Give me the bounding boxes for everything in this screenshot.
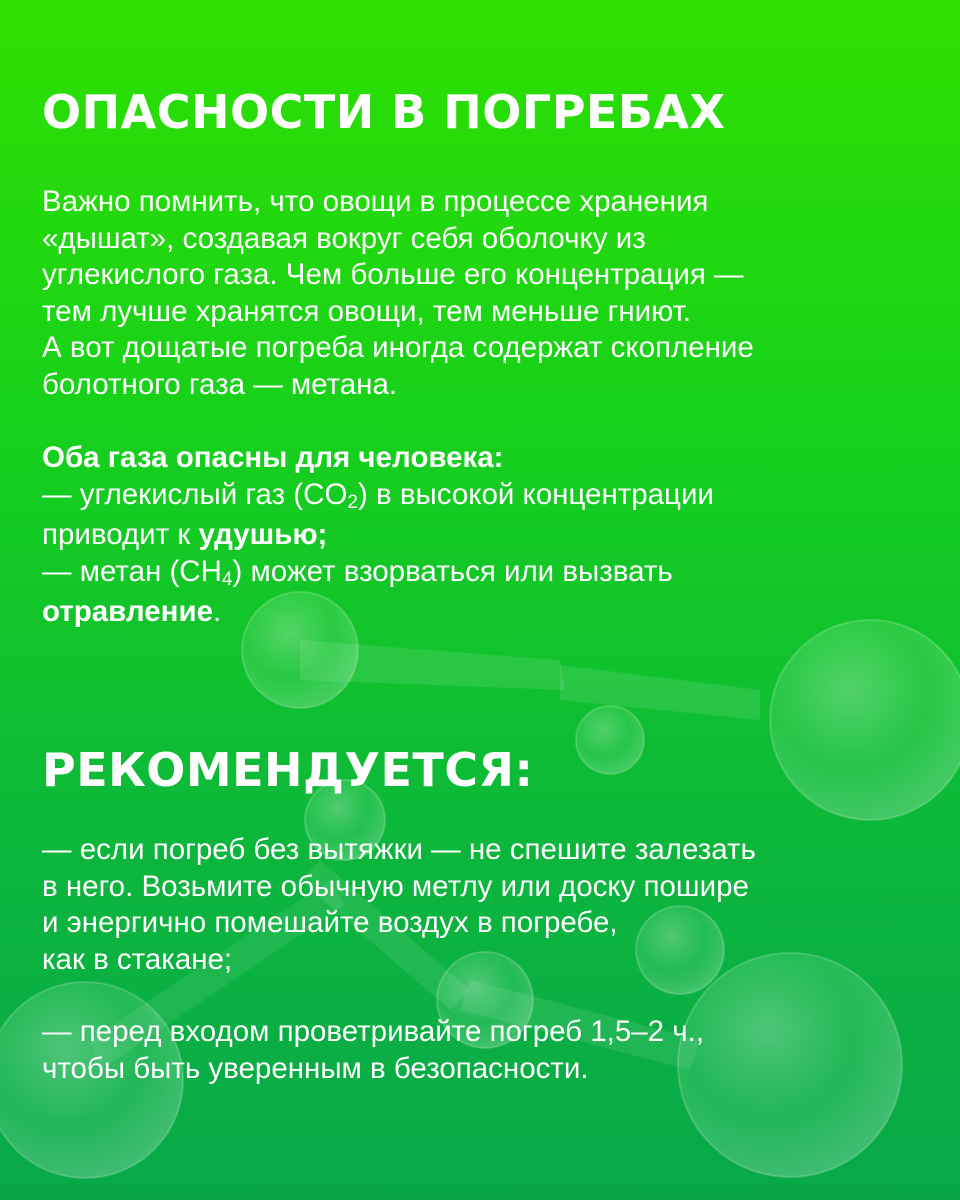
intro-line: болотного газа — метана. — [42, 367, 398, 401]
ch4-line: — метан (CH4) может взорваться или вызвать — [42, 554, 673, 590]
recommend-line: и энергично помешайте воздух в погребе, — [42, 906, 618, 940]
recommend-line: — перед входом проветривайте погреб 1,5–2 ч., — [42, 1015, 705, 1048]
gases-paragraph — [42, 440, 922, 631]
recommend-line: чтобы быть уверенным в безопасности. — [42, 1051, 589, 1085]
co2-effect-line: приводит к удушью; — [42, 518, 328, 552]
recommend-title: РЕКОМЕНДУЕТСЯ: — [42, 743, 534, 797]
gases-heading: Оба газа опасны для человека: — [42, 441, 504, 474]
ch4-effect-line: отравление. — [42, 595, 222, 629]
recommend-item-1 — [42, 832, 922, 978]
recommend-line: как в стакане; — [42, 942, 233, 976]
intro-line: тем лучше хранятся овощи, тем меньше гниют. — [42, 294, 692, 328]
intro-line: А вот дощатые погреба иногда содержат скопление — [42, 331, 754, 365]
recommend-line: в него. Возьмите обычную метлу или доску пошире — [42, 869, 749, 903]
intro-line: «дышат», создавая вокруг себя оболочку из — [42, 221, 646, 255]
intro-paragraph — [42, 184, 922, 404]
recommend-line: — если погреб без вытяжки — не спешите залезать — [42, 833, 756, 866]
intro-line: углекислого газа. Чем больше его концентрация — — [42, 258, 744, 292]
co2-line: — углекислый газ (CO2) в высокой концентрации — [42, 477, 714, 513]
intro-line: Важно помнить, что овощи в процессе хранения — [42, 185, 709, 218]
recommend-item-2 — [42, 1014, 922, 1087]
hazards-title: ОПАСНОСТИ В ПОГРЕБАХ — [42, 85, 726, 139]
